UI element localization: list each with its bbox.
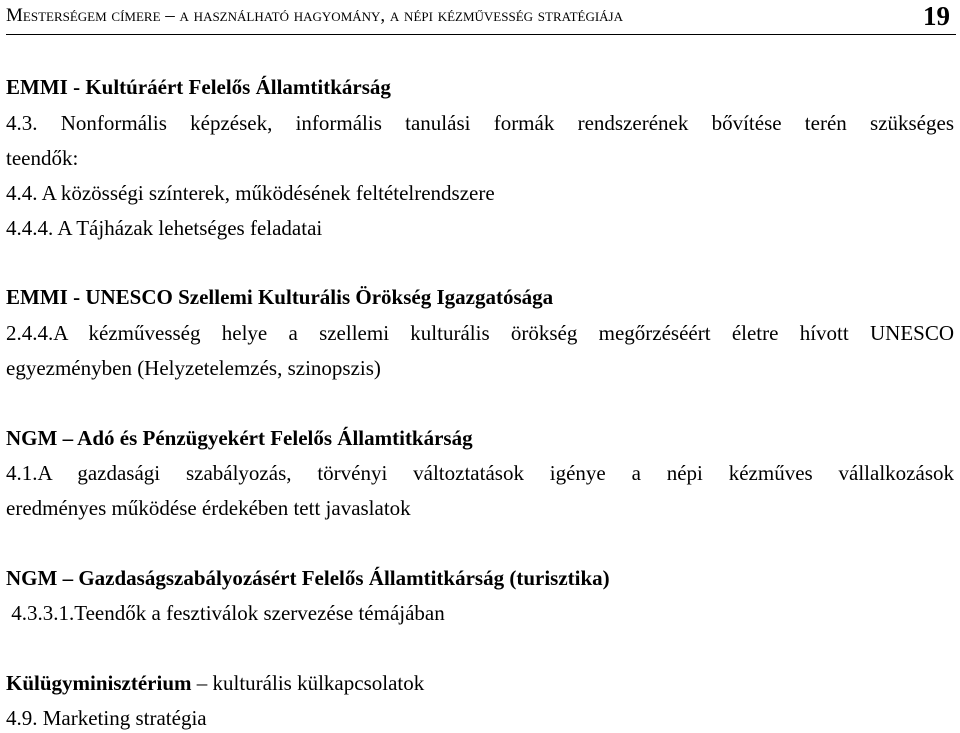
list-item: egyezményben (Helyzetelemzés, szinopszis) [6, 356, 381, 380]
section-heading: EMMI - UNESCO Szellemi Kulturális Örökség Igazgatósága [6, 285, 554, 309]
page-header [6, 1, 956, 35]
section-heading [6, 670, 424, 696]
heading-org: NGM [6, 426, 58, 450]
heading-rest: – kulturális külkapcsolatok [191, 671, 425, 695]
list-item: 4.3. Nonformális képzések, informális tanulási formák rendszerének bővítése terén szükséges [6, 111, 954, 135]
list-item: eredményes működése érdekében tett javaslatok [6, 496, 411, 520]
list-item: 4.1.A gazdasági szabályozás, törvényi változtatások igénye a népi kézműves vállalkozások [6, 461, 954, 485]
section-heading [6, 425, 473, 451]
list-item: 4.4. A közösségi színterek, működésének feltételrendszere [6, 181, 495, 205]
list-item: 4.9. Marketing stratégia [6, 706, 207, 730]
list-item: 2.4.4.A kézművesség helye a szellemi kulturális örökség megőrzéséért életre hívott UNESCO [6, 321, 954, 345]
heading-org: Külügyminisztérium [6, 671, 192, 695]
heading-dash: – [57, 426, 78, 450]
header-title: Mesterségem címere – a használható hagyomány, a népi kézművesség stratégiája [6, 5, 624, 26]
section-heading [6, 565, 610, 591]
list-item: 4.4.4. A Tájházak lehetséges feladatai [6, 216, 323, 240]
heading-dash: – [57, 566, 79, 590]
heading-rest: Adó és Pénzügyekért Felelős Államtitkárság [77, 426, 473, 450]
heading-rest: Gazdaságszabályozásért Felelős Államtitkárság (turisztika) [78, 566, 610, 590]
page-number: 19 [923, 1, 950, 31]
section-heading: EMMI - Kultúráért Felelős Államtitkárság [6, 75, 391, 99]
list-item: teendők: [6, 146, 79, 170]
list-item: 4.3.3.1.Teendők a fesztiválok szervezése témájában [6, 601, 445, 625]
heading-org: NGM [6, 566, 58, 590]
